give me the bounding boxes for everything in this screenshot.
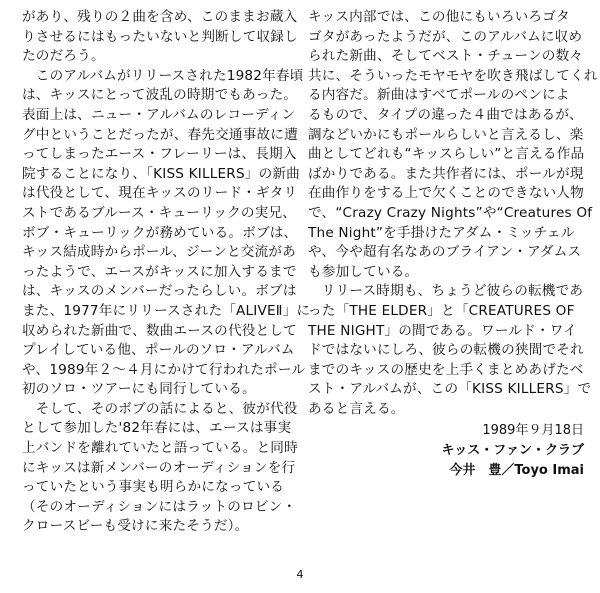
body-text-line: 曲としてどれも“キッスらしい”と言える作品 [308, 146, 585, 163]
body-text-line: リリース時期も、ちょうど彼らの転機であ [308, 283, 584, 300]
body-text-line: クロースビーも受けに来たそうだ）。 [22, 518, 249, 535]
body-text-line: 在曲作りをする上で欠くことのできない人物 [308, 185, 584, 202]
body-text-line: られた新曲、そしてベスト・チューンの数々 [308, 48, 584, 65]
signature-author: 今井 豊／Toyo Imai [449, 462, 584, 478]
body-text-line: ってしまったエース・フレーリーは、長期入 [22, 146, 297, 163]
body-text-line: ばかりである。また共作者には、ポールが現 [308, 165, 584, 182]
page-number: 4 [296, 568, 304, 581]
signature-date: 1989年９月18日 [482, 423, 584, 439]
body-text-line: 初のソロ・ツアーにも同行している。 [22, 381, 256, 398]
signature-organization: キッス・ファン・クラブ [441, 443, 584, 459]
body-text-line: キッス結成時からポール、ジーンと交流があ [22, 244, 296, 261]
body-text-line: ったようで、エースがキッスに加入するまで [22, 263, 297, 280]
right-column [308, 8, 598, 480]
body-text-line: このアルバムがリリースされた1982年春頃 [22, 67, 304, 84]
body-text-line: は、キッスのメンバーだったらしい。ボブは [22, 283, 297, 300]
body-text-line: 共に、そういったモヤモヤを吹き飛ばしてくれ [308, 67, 598, 84]
body-text-line: 収められた新曲で、数曲エースの代役として [22, 322, 297, 339]
body-text-line: そして、そのボブの話によると、彼が代役 [22, 400, 298, 417]
body-text-line: 院することになり、「KISS KILLERS」の新曲 [22, 165, 300, 182]
body-text-line: として参加した'82年春には、エースは事実 [22, 420, 292, 437]
body-text-line: は、キッスにとって波乱の時期でもあった。 [22, 87, 298, 104]
body-text-line: ゴタがあったようだが、このアルバムに収め [308, 28, 583, 45]
body-text-line: グ中ということだったが、春先交通事故に遭 [22, 126, 298, 143]
body-text-line: は代役として、現在キッスのリード・ギタリ [22, 185, 298, 202]
body-text-line: 表面上は、ニュー・アルバムのレコーディン [22, 106, 296, 123]
body-text-line: （そのオーディションにはラットのロビン・ [22, 498, 297, 515]
body-text-line: りさせるにはもったいないと判断して収録し [22, 28, 298, 45]
body-text-line: キッス内部では、この他にもいろいろゴタ [308, 9, 570, 25]
body-text-line: や、今や超有名なあのブライアン・アダムス [308, 244, 582, 261]
body-text-line: っていたという事実も明らかになっている [22, 479, 285, 496]
body-text-line: プレイしている他、ポールのソロ・アルバム [22, 342, 295, 359]
body-text-line: スト・アルバムが、この「KISS KILLERS」で [308, 381, 592, 398]
body-text-line: THE NIGHT」の間である。ワールド・ワイ [308, 322, 577, 339]
right-column-body [308, 8, 598, 419]
body-text-line: までのキッスの歴史を上手くまとめあげたベ [308, 361, 584, 378]
body-text-line: また、1977年にリリースされた「ALIVEⅡ」に [22, 302, 311, 319]
body-text-line: 調などいかにもポールらしいと言えるし、楽 [308, 126, 584, 143]
body-text-line: があり、残りの２曲を含め、このままお蔵入 [22, 9, 298, 25]
body-text-line: るもので、タイプの違った４曲ではあるが、 [308, 106, 583, 123]
body-text-line: The Night”を手掛けたアダム・ミッチェル [308, 224, 575, 241]
body-text-line: あると言える。 [308, 400, 405, 417]
body-text-line: ボブ・キューリックが務めている。ボブは、 [22, 224, 298, 241]
body-text-line: ストであるブルース・キューリックの実兄、 [22, 204, 297, 221]
left-column [22, 8, 311, 537]
body-text-line: る内容だ。新曲はすべてポールのペンによ [308, 87, 570, 104]
body-text-line: にキッスは新メンバーのオーディションを行 [22, 459, 296, 476]
body-text-line: で、“Crazy Crazy Nights”や“Creatures Of [308, 204, 593, 221]
body-text-line: ドではないにしろ、彼らの転機の狭間でそれ [308, 342, 584, 359]
body-text-line: や、1989年２～４月にかけて行われたポール [22, 361, 306, 378]
body-text-line: 上バンドを離れていたと語っている。と同時 [22, 440, 298, 457]
body-text-line: たのだろう。 [22, 48, 105, 65]
body-text-line: も参加している。 [308, 263, 419, 280]
body-text-line: った「THE ELDER」と「CREATURES OF [308, 302, 575, 319]
